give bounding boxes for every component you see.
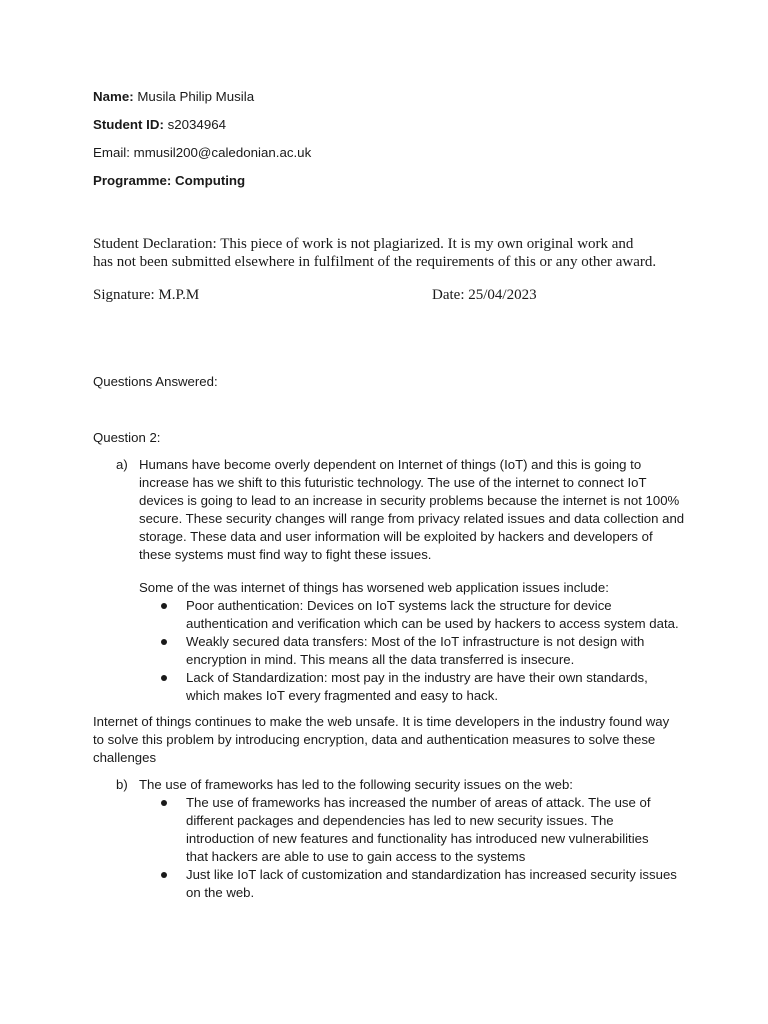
name-value: Musila Philip Musila <box>133 89 255 104</box>
questions-answered-heading: Questions Answered: <box>93 374 218 389</box>
paragraph-line: challenges <box>93 750 157 765</box>
list-item <box>186 633 644 669</box>
list-item-line: introduction of new features and functionality has introduced new vulnerabilities <box>186 831 649 846</box>
signature: Signature: M.P.M <box>93 287 200 303</box>
paragraph-line: Humans have become overly dependent on Internet of things (IoT) and this is going to <box>139 457 642 472</box>
date: Date: 25/04/2023 <box>432 287 537 303</box>
list-item-line: authentication and verification which can be used by hackers to access system data. <box>186 616 679 631</box>
list-item-line: different packages and dependencies has led to new security issues. The <box>186 813 614 828</box>
part-a-marker: a) <box>116 457 128 472</box>
student-id-line <box>93 117 226 133</box>
list-item-line: The use of frameworks has increased the number of areas of attack. The use of <box>186 795 651 810</box>
name-line <box>93 89 254 105</box>
bullet-icon <box>161 872 167 878</box>
list-item-line: Just like IoT lack of customization and standardization has increased security issues <box>186 867 677 882</box>
paragraph-line: increase has we shift to this futuristic technology. The use of the internet to connect IoT <box>139 475 647 490</box>
declaration-line: has not been submitted elsewhere in fulfilment of the requirements of this or any other award. <box>93 254 657 270</box>
list-item <box>186 794 651 866</box>
question-2-heading: Question 2: <box>93 430 161 445</box>
list-item-line: on the web. <box>186 885 255 900</box>
programme-line: Programme: Computing <box>93 173 246 188</box>
list-item-line: encryption in mind. This means all the data transferred is insecure. <box>186 652 575 667</box>
paragraph-line: secure. These security changes will range from privacy related issues and data collection and <box>139 511 685 526</box>
summary-paragraph <box>93 713 669 767</box>
paragraph-line: Internet of things continues to make the web unsafe. It is time developers in the industry found way <box>93 714 670 729</box>
list-item <box>186 669 648 705</box>
email-line: Email: mmusil200@caledonian.ac.uk <box>93 145 312 160</box>
name-label: Name: <box>93 89 134 104</box>
list-item <box>186 597 679 633</box>
paragraph-line: to solve this problem by introducing encryption, data and authentication measures to solve these <box>93 732 656 747</box>
bullet-icon <box>161 603 167 609</box>
bullet-icon <box>161 639 167 645</box>
list-item-line: which makes IoT every fragmented and easy to hack. <box>186 688 499 703</box>
student-declaration <box>93 235 693 271</box>
list-item-line: Lack of Standardization: most pay in the industry are have their own standards, <box>186 670 648 685</box>
list-item <box>186 866 677 902</box>
paragraph-line: these systems must find way to fight these issues. <box>139 547 432 562</box>
part-a-intro: Some of the was internet of things has worsened web application issues include: <box>139 580 609 595</box>
paragraph-line: storage. These data and user information will be exploited by hackers and developers of <box>139 529 653 544</box>
bullet-icon <box>161 800 167 806</box>
list-item-line: Weakly secured data transfers: Most of the IoT infrastructure is not design with <box>186 634 645 649</box>
part-a-paragraph <box>139 456 684 564</box>
student-id-value: s2034964 <box>163 117 227 132</box>
declaration-line: Student Declaration: This piece of work is not plagiarized. It is my own original work and <box>93 236 634 252</box>
list-item-line: that hackers are able to use to gain access to the systems <box>186 849 526 864</box>
part-b-marker: b) <box>116 777 128 792</box>
part-b-intro: The use of frameworks has led to the following security issues on the web: <box>139 777 573 792</box>
student-id-label: Student ID: <box>93 117 164 132</box>
bullet-icon <box>161 675 167 681</box>
list-item-line: Poor authentication: Devices on IoT systems lack the structure for device <box>186 598 612 613</box>
paragraph-line: devices is going to lead to an increase in security problems because the internet is not 100% <box>139 493 680 508</box>
